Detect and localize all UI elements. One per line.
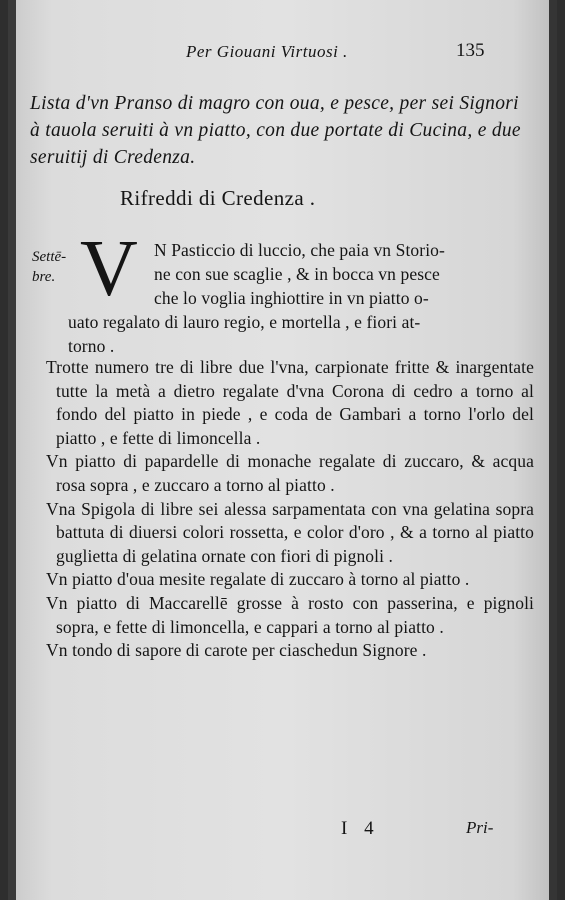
page-edge-shadow [549,0,557,900]
signature-mark: I 4 [341,818,380,839]
menu-entry: Vn piatto d'oua mesite regalate di zuccaro à torno al piatto . [46,569,470,590]
menu-entry: Vna Spigola di libre sei alessa sarpamentata con vna gelatina sopra battuta di diuersi colori rossetta, e color d'oro , & a torno al piatto guglietta di gelatina ornate con fiori di pignoli . [46,498,534,566]
first-entry-line: uato regalato di lauro regio, e mortella , e fiori at- [68,312,421,332]
drop-cap-letter: V [80,225,138,313]
first-entry-line: N Pasticcio di luccio, che paia vn Storio- [154,240,445,260]
margin-note: Settē- bre. [32,249,67,285]
page-number: 135 [456,40,485,61]
menu-entry: Trotte numero tre di libre due l'vna, carpionate fritte & inargentate tutte la metà a dietro regalate d'vna Corona di cedro a torno al fondo del piatto in piede , e coda de Gambari a torno l'orlo del piatto , e fette di limoncella . [46,357,534,448]
first-entry-line: che lo voglia inghiottire in vn piatto o- [154,288,429,308]
menu-entries [46,356,534,663]
running-head: Per Giouani Virtuosi . [186,42,348,61]
menu-heading: Lista d'vn Pranso di magro con oua, e pesce, per sei Signori à tauola seruiti à vn piatto, con due portate di Cucina, e due seruitij di Credenza. [30,93,521,168]
section-subheading: Rifreddi di Credenza . [120,186,316,210]
first-entry-line: torno . [68,336,115,356]
menu-entry: Vn tondo di sapore di carote per ciaschedun Signore . [46,640,427,661]
book-spine-shadow [8,0,16,900]
menu-entry: Vn piatto di papardelle di monache regalate di zuccaro, & acqua rosa sopra , e zuccaro a torno al piatto . [46,451,534,495]
book-page [8,0,557,900]
catchword: Pri- [466,818,494,837]
first-entry-line: ne con sue scaglie , & in bocca vn pesce [154,264,440,284]
menu-entry: Vn piatto di Maccarellē grosse à rosto con passerina, e pignoli sopra, e fette di limoncella, e cappari a torno al piatto . [46,592,534,637]
